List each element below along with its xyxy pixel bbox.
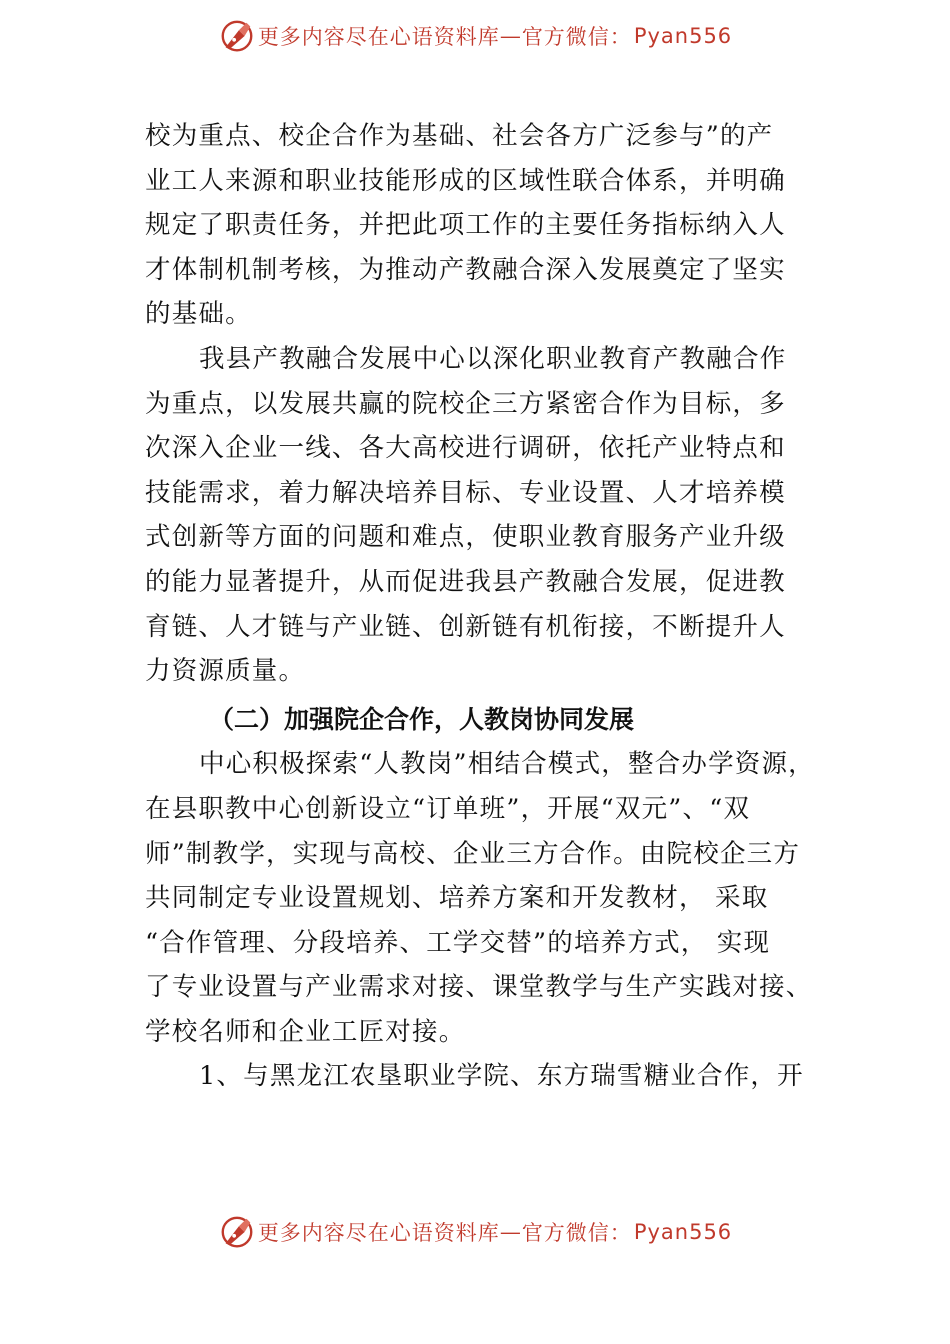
document-body bbox=[145, 114, 825, 1099]
text-line: 1、与黑龙江农垦职业学院、东方瑞雪糖业合作，开 bbox=[199, 1061, 804, 1092]
watermark-separator: — bbox=[499, 24, 522, 48]
watermark-wechat-id: Pyan556 bbox=[633, 1220, 733, 1244]
watermark-text: 更多内容尽在心语资料库 bbox=[257, 25, 500, 49]
text-line: 师”制教学，实现与高校、企业三方合作。由院校企三方 bbox=[145, 838, 801, 869]
text-line: 学校名师和企业工匠对接。 bbox=[145, 1016, 466, 1047]
watermark-separator: — bbox=[499, 1220, 522, 1244]
text-line: 为重点，以发展共赢的院校企三方紧密合作为目标，多 bbox=[145, 388, 786, 419]
watermark-wechat-label: 官方微信： bbox=[521, 25, 632, 49]
text-line: 育链、人才链与产业链、创新链有机衔接，不断提升人 bbox=[145, 611, 786, 642]
text-line: 次深入企业一线、各大高校进行调研，依托产业特点和 bbox=[145, 433, 786, 464]
text-line: 的基础。 bbox=[145, 299, 252, 330]
watermark-wechat-id: Pyan556 bbox=[633, 24, 733, 48]
section-heading: （二）加强院企合作，人教岗协同发展 bbox=[209, 704, 635, 734]
watermark-wechat-label: 官方微信： bbox=[521, 1221, 632, 1245]
footer-watermark bbox=[0, 1212, 950, 1252]
text-line: 才体制机制考核，为推动产教融合深入发展奠定了坚实 bbox=[145, 254, 786, 285]
text-line: 在县职教中心创新设立“订单班”，开展“双元”、“双 bbox=[145, 793, 751, 824]
text-line: 业工人来源和职业技能形成的区域性联合体系，并明确 bbox=[145, 165, 786, 196]
text-line: 规定了职责任务，并把此项工作的主要任务指标纳入人 bbox=[145, 210, 786, 241]
text-line: “合作管理、分段培养、工学交替”的培养方式， 实现 bbox=[145, 927, 771, 958]
header-watermark bbox=[0, 16, 950, 56]
text-line: 了专业设置与产业需求对接、课堂教学与生产实践对接、 bbox=[145, 972, 813, 1003]
pen-nib-logo-icon bbox=[218, 1213, 256, 1251]
text-line: 的能力显著提升，从而促进我县产教融合发展，促进教 bbox=[145, 566, 786, 597]
text-line: 我县产教融合发展中心以深化职业教育产教融合作 bbox=[199, 343, 787, 374]
text-line: 技能需求，着力解决培养目标、专业设置、人才培养模 bbox=[145, 477, 786, 508]
text-line: 中心积极探索“人教岗”相结合模式，整合办学资源， bbox=[199, 749, 815, 780]
watermark-text: 更多内容尽在心语资料库 bbox=[257, 1221, 500, 1245]
text-line: 式创新等方面的问题和难点，使职业教育服务产业升级 bbox=[145, 522, 786, 553]
text-line: 共同制定专业设置规划、培养方案和开发教材， 采取 bbox=[145, 883, 769, 914]
pen-nib-logo-icon bbox=[218, 17, 256, 55]
text-line: 校为重点、校企合作为基础、社会各方广泛参与”的产 bbox=[145, 121, 774, 151]
text-line: 力资源质量。 bbox=[145, 656, 306, 687]
